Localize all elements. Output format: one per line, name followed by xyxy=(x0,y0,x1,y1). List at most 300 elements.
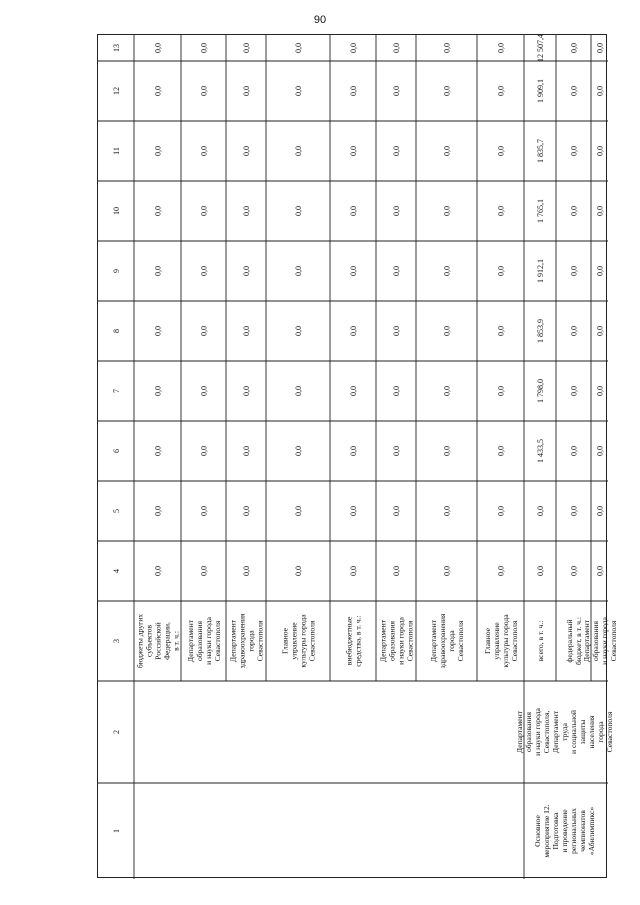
responsible-bodies-line: Департамент xyxy=(551,710,560,754)
cell-value xyxy=(536,139,545,163)
row-label-3 xyxy=(229,613,265,668)
cell-value-line: 0,0 xyxy=(496,206,506,216)
cell-value xyxy=(443,446,452,456)
cell-value-line: 0,0 xyxy=(349,86,358,96)
column-header-8 xyxy=(112,329,121,333)
responsible-bodies-line: и науки города xyxy=(533,708,542,756)
cell-value-line: 0,0 xyxy=(349,43,358,53)
cell-value-line: 0,0 xyxy=(349,386,358,396)
measure-name xyxy=(533,804,596,857)
cell-value-line: 0,0 xyxy=(294,86,303,96)
row-label-8-line: Севастополя xyxy=(510,620,519,662)
responsible-bodies-line: защиты xyxy=(578,719,587,745)
row-label-4-line: Главное xyxy=(280,628,290,654)
cell-value-line: 0,0 xyxy=(242,326,251,336)
cell-value xyxy=(443,566,452,576)
row-label-4-line: культуры города xyxy=(298,614,308,668)
row-label-5 xyxy=(345,615,363,667)
column-header-5 xyxy=(112,509,121,513)
cell-value xyxy=(497,206,506,216)
cell-value xyxy=(570,86,579,96)
cell-value xyxy=(349,326,358,336)
cell-value-line: 1 765,1 xyxy=(536,199,545,223)
measure-name-line: и проведение xyxy=(560,809,569,853)
responsible-bodies-line: города xyxy=(596,721,605,743)
cell-value xyxy=(242,86,251,96)
cell-value-line: 0,0 xyxy=(392,506,401,516)
cell-value xyxy=(242,266,251,276)
cell-value-line: 0,0 xyxy=(496,86,506,96)
cell-value-line: 0,0 xyxy=(595,566,605,576)
row-label-6-line: Департамент xyxy=(378,619,388,663)
responsible-bodies xyxy=(515,707,614,755)
cell-value xyxy=(200,386,209,396)
cell-value xyxy=(154,326,163,336)
cell-value-line: 0,0 xyxy=(595,43,605,53)
cell-value-line: 0,0 xyxy=(242,206,251,216)
cell-value xyxy=(536,506,545,516)
column-header-1-line: 1 xyxy=(112,829,121,833)
cell-value-line: 0,0 xyxy=(199,386,209,396)
cell-value-line: 0,0 xyxy=(153,86,163,96)
cell-value-line: 1 835,7 xyxy=(536,139,545,163)
cell-value-line: 0,0 xyxy=(496,43,506,53)
cell-value-line: 0,0 xyxy=(595,266,605,276)
cell-value xyxy=(570,326,579,336)
cell-value-line: 0,0 xyxy=(199,566,209,576)
cell-value-line: 0,0 xyxy=(153,266,163,276)
cell-value xyxy=(536,79,545,103)
column-header-4-line: 4 xyxy=(112,569,121,573)
column-header-7-line: 7 xyxy=(112,389,121,393)
cell-value xyxy=(242,206,251,216)
cell-value xyxy=(200,266,209,276)
row-label-6 xyxy=(379,616,415,664)
cell-value-line: 0,0 xyxy=(294,446,303,456)
cell-value-line: 0,0 xyxy=(569,86,579,96)
cell-value-line: 0,0 xyxy=(569,386,579,396)
row-label-6-line: Севастополя xyxy=(405,620,415,662)
cell-value xyxy=(570,506,579,516)
responsible-bodies-line: и социальной xyxy=(569,710,578,754)
cell-value-line: 0,0 xyxy=(242,266,251,276)
row-label-9 xyxy=(536,621,545,662)
cell-value xyxy=(596,566,605,576)
cell-value xyxy=(596,446,605,456)
cell-value-line: 0,0 xyxy=(199,266,209,276)
row-label-2-line: и науки города xyxy=(204,617,213,665)
cell-value xyxy=(154,566,163,576)
cell-value-line: 0,0 xyxy=(569,43,579,53)
cell-value xyxy=(596,146,605,156)
cell-value-line: 0,0 xyxy=(392,146,401,156)
row-label-1-line: в т. ч.: xyxy=(171,631,181,651)
cell-value xyxy=(200,206,209,216)
cell-value-line: 0,0 xyxy=(496,386,506,396)
cell-value-line: 0,0 xyxy=(199,446,209,456)
column-header-9 xyxy=(112,269,121,273)
cell-value xyxy=(596,43,605,53)
cell-value xyxy=(596,386,605,396)
cell-value xyxy=(242,326,251,336)
cell-value xyxy=(294,506,303,516)
cell-value xyxy=(570,43,579,53)
cell-value-line: 0,0 xyxy=(536,566,545,576)
cell-value-line: 0,0 xyxy=(569,446,579,456)
cell-value xyxy=(392,206,401,216)
cell-value-line: 1 853,9 xyxy=(536,319,545,343)
row-label-2-line: Севастополя xyxy=(213,620,222,662)
cell-value xyxy=(242,566,251,576)
cell-value xyxy=(443,266,452,276)
cell-value xyxy=(392,386,401,396)
cell-value-line: 0,0 xyxy=(153,566,163,576)
cell-value xyxy=(536,319,545,343)
cell-value-line: 0,0 xyxy=(242,146,251,156)
row-label-8-line: управление xyxy=(492,622,501,660)
cell-value xyxy=(200,446,209,456)
cell-value-line: 0,0 xyxy=(442,43,452,53)
cell-value-line: 0,0 xyxy=(496,266,506,276)
responsible-bodies-line: труда xyxy=(560,723,569,741)
row-label-10 xyxy=(565,617,583,665)
row-label-6-line: образования xyxy=(387,620,397,662)
cell-value-line: 0,0 xyxy=(392,566,401,576)
cell-value xyxy=(392,43,401,53)
cell-value xyxy=(570,266,579,276)
cell-value-line: 0,0 xyxy=(349,146,358,156)
cell-value-line: 0,0 xyxy=(569,566,579,576)
cell-value-line: 0,0 xyxy=(392,446,401,456)
cell-value-line: 0,0 xyxy=(442,206,452,216)
budget-table xyxy=(97,34,618,878)
cell-value xyxy=(497,566,506,576)
cell-value-line: 0,0 xyxy=(595,86,605,96)
cell-value-line: 0,0 xyxy=(294,326,303,336)
column-header-10 xyxy=(112,207,121,215)
row-label-4-line: управление xyxy=(289,622,299,660)
cell-value-line: 0,0 xyxy=(294,386,303,396)
cell-value xyxy=(154,43,163,53)
cell-value xyxy=(536,566,545,576)
cell-value-line: 0,0 xyxy=(392,206,401,216)
cell-value xyxy=(497,446,506,456)
row-label-7 xyxy=(429,613,465,668)
cell-value-line: 0,0 xyxy=(242,86,251,96)
cell-value xyxy=(294,43,303,53)
cell-value xyxy=(497,326,506,336)
cell-value-line: 1 433,5 xyxy=(536,439,545,463)
cell-value-line: 0,0 xyxy=(392,43,401,53)
cell-value xyxy=(294,206,303,216)
row-label-8-line: культуры города xyxy=(501,614,510,668)
row-label-3-line: Севастополя xyxy=(255,620,265,662)
column-header-8-line: 8 xyxy=(112,329,121,333)
cell-value xyxy=(497,266,506,276)
measure-name-line: Подготовка xyxy=(551,812,560,850)
cell-value-line: 0,0 xyxy=(442,566,452,576)
cell-value-line: 0,0 xyxy=(569,266,579,276)
cell-value-line: 0,0 xyxy=(199,86,209,96)
cell-value-line: 1 798,0 xyxy=(536,379,545,403)
row-label-7-line: Департамент xyxy=(429,619,438,663)
cell-value xyxy=(443,206,452,216)
cell-value xyxy=(242,386,251,396)
cell-value xyxy=(200,86,209,96)
cell-value-line: 0,0 xyxy=(442,446,452,456)
row-label-3-line: города xyxy=(246,630,256,652)
row-label-11-line: Департамент xyxy=(582,619,591,663)
cell-value xyxy=(200,506,209,516)
measure-name-line: «Абилимпикс» xyxy=(587,806,596,856)
responsible-bodies-line: Департамент xyxy=(515,710,524,754)
cell-value xyxy=(242,506,251,516)
cell-value xyxy=(392,266,401,276)
cell-value xyxy=(392,566,401,576)
column-header-3 xyxy=(112,639,121,643)
cell-value-line: 0,0 xyxy=(242,43,251,53)
column-header-3-line: 3 xyxy=(112,639,121,643)
cell-value-line: 0,0 xyxy=(294,266,303,276)
row-label-1-line: субъектов xyxy=(144,624,154,658)
column-header-1 xyxy=(112,829,121,833)
page-number: 90 xyxy=(313,14,327,26)
row-label-11-line: и науки города xyxy=(600,617,609,665)
cell-value-line: 0,0 xyxy=(153,386,163,396)
row-label-5-line: средства, в т. ч.: xyxy=(353,615,363,667)
row-label-2-line: образования xyxy=(195,620,204,662)
responsible-bodies-line: образования xyxy=(524,711,533,753)
cell-value xyxy=(443,43,452,53)
row-label-4 xyxy=(281,614,317,668)
row-label-6-line: и науки города xyxy=(396,617,406,665)
cell-value xyxy=(570,146,579,156)
cell-value-line: 0,0 xyxy=(294,43,303,53)
cell-value xyxy=(570,206,579,216)
cell-value xyxy=(443,506,452,516)
cell-value xyxy=(536,34,545,62)
cell-value-line: 0,0 xyxy=(595,326,605,336)
responsible-bodies-line: населения xyxy=(587,715,596,749)
cell-value xyxy=(242,446,251,456)
cell-value-line: 0,0 xyxy=(199,326,209,336)
cell-value-line: 0,0 xyxy=(153,506,163,516)
cell-value xyxy=(536,259,545,283)
cell-value-line: 0,0 xyxy=(595,386,605,396)
cell-value-line: 0,0 xyxy=(595,446,605,456)
cell-value-line: 0,0 xyxy=(294,566,303,576)
row-label-9-line: всего, в т. ч.: xyxy=(536,620,545,662)
cell-value xyxy=(497,506,506,516)
measure-name-line: региональных xyxy=(569,808,578,854)
cell-value-line: 0,0 xyxy=(242,566,251,576)
cell-value-line: 0,0 xyxy=(496,506,506,516)
cell-value-line: 0,0 xyxy=(153,146,163,156)
cell-value-line: 0,0 xyxy=(242,446,251,456)
cell-value xyxy=(349,566,358,576)
column-header-12 xyxy=(112,87,121,95)
row-label-5-line: внебюджетные xyxy=(344,616,354,666)
row-label-4-line: Севастополя xyxy=(307,620,317,662)
cell-value xyxy=(497,86,506,96)
cell-value xyxy=(392,326,401,336)
row-label-11 xyxy=(582,616,618,664)
cell-value xyxy=(443,146,452,156)
measure-name-line: чемпионатов xyxy=(578,810,587,852)
cell-value-line: 0,0 xyxy=(153,43,163,53)
row-label-7-line: Севастополя xyxy=(456,620,465,662)
cell-value-line: 0,0 xyxy=(392,266,401,276)
cell-value-line: 12 507,4 xyxy=(536,34,545,62)
cell-value-line: 0,0 xyxy=(349,446,358,456)
cell-value-line: 0,0 xyxy=(242,506,251,516)
cell-value-line: 0,0 xyxy=(442,86,452,96)
row-label-3-line: здравоохранения xyxy=(237,613,247,669)
cell-value-line: 0,0 xyxy=(153,326,163,336)
cell-value xyxy=(443,386,452,396)
responsible-bodies-line: Севастополя, xyxy=(542,710,551,754)
cell-value-line: 0,0 xyxy=(294,506,303,516)
row-label-1-line: Федерации, xyxy=(162,622,172,660)
cell-value xyxy=(443,86,452,96)
column-header-11-line: 11 xyxy=(112,147,121,155)
cell-value xyxy=(596,86,605,96)
row-label-1-line: бюджеты других xyxy=(135,613,145,669)
cell-value-line: 0,0 xyxy=(569,206,579,216)
cell-value xyxy=(392,506,401,516)
column-header-13-line: 13 xyxy=(112,44,121,52)
measure-name-line: Основное xyxy=(533,815,542,847)
cell-value xyxy=(154,146,163,156)
cell-value xyxy=(349,43,358,53)
cell-value-line: 0,0 xyxy=(442,266,452,276)
cell-value xyxy=(349,146,358,156)
column-header-2-line: 2 xyxy=(112,730,121,734)
cell-value xyxy=(154,206,163,216)
cell-value-line: 0,0 xyxy=(294,206,303,216)
column-header-2 xyxy=(112,730,121,734)
cell-value xyxy=(294,86,303,96)
column-header-11 xyxy=(112,147,121,155)
row-label-1-line: Российской xyxy=(153,622,163,660)
cell-value-line: 0,0 xyxy=(496,146,506,156)
cell-value-line: 0,0 xyxy=(536,506,545,516)
cell-value-line: 0,0 xyxy=(199,206,209,216)
cell-value xyxy=(536,199,545,223)
cell-value-line: 0,0 xyxy=(392,86,401,96)
column-header-5-line: 5 xyxy=(112,509,121,513)
row-label-10-line: бюджет, в т. ч.: xyxy=(574,617,583,665)
cell-value-line: 0,0 xyxy=(153,446,163,456)
cell-value-line: 0,0 xyxy=(294,146,303,156)
cell-value xyxy=(536,379,545,403)
cell-value xyxy=(570,446,579,456)
cell-value-line: 0,0 xyxy=(442,326,452,336)
cell-value xyxy=(392,146,401,156)
row-label-2 xyxy=(186,616,222,664)
column-header-6 xyxy=(112,449,121,453)
cell-value xyxy=(349,506,358,516)
cell-value xyxy=(596,506,605,516)
cell-value-line: 0,0 xyxy=(349,206,358,216)
cell-value-line: 0,0 xyxy=(442,506,452,516)
cell-value-line: 0,0 xyxy=(496,326,506,336)
cell-value xyxy=(242,146,251,156)
column-header-9-line: 9 xyxy=(112,269,121,273)
cell-value xyxy=(154,506,163,516)
cell-value-line: 0,0 xyxy=(199,146,209,156)
cell-value-line: 0,0 xyxy=(569,326,579,336)
row-label-2-line: Департамент xyxy=(186,619,195,663)
cell-value xyxy=(536,439,545,463)
budget-table-grid xyxy=(98,34,618,879)
cell-value-line: 1 912,1 xyxy=(536,259,545,283)
row-label-7-line: города xyxy=(447,630,456,652)
cell-value xyxy=(200,566,209,576)
cell-value-line: 0,0 xyxy=(349,566,358,576)
cell-value xyxy=(349,206,358,216)
row-label-7-line: здравоохранения xyxy=(438,613,447,669)
cell-value xyxy=(349,266,358,276)
cell-value-line: 0,0 xyxy=(349,326,358,336)
cell-value xyxy=(570,386,579,396)
cell-value-line: 0,0 xyxy=(442,386,452,396)
cell-value xyxy=(154,446,163,456)
cell-value-line: 0,0 xyxy=(349,266,358,276)
column-header-12-line: 12 xyxy=(112,87,121,95)
column-header-4 xyxy=(112,569,121,573)
row-label-11-line: Севастополя xyxy=(609,620,618,662)
cell-value-line: 0,0 xyxy=(595,146,605,156)
row-label-11-line: образования xyxy=(591,620,600,662)
cell-value xyxy=(349,386,358,396)
cell-value xyxy=(596,326,605,336)
cell-value xyxy=(294,566,303,576)
cell-value xyxy=(154,386,163,396)
row-label-3-line: Департамент xyxy=(228,619,238,663)
cell-value-line: 0,0 xyxy=(392,386,401,396)
cell-value-line: 0,0 xyxy=(496,446,506,456)
cell-value-line: 0,0 xyxy=(199,506,209,516)
cell-value xyxy=(294,146,303,156)
cell-value-line: 0,0 xyxy=(349,506,358,516)
cell-value xyxy=(497,386,506,396)
cell-value-line: 0,0 xyxy=(595,206,605,216)
cell-value xyxy=(349,446,358,456)
cell-value-line: 0,0 xyxy=(496,566,506,576)
cell-value-line: 0,0 xyxy=(569,146,579,156)
row-label-8 xyxy=(483,614,519,668)
cell-value xyxy=(497,146,506,156)
cell-value-line: 0,0 xyxy=(595,506,605,516)
cell-value-line: 0,0 xyxy=(242,386,251,396)
column-header-10-line: 10 xyxy=(112,207,121,215)
responsible-bodies-line: Севастополя xyxy=(605,711,614,753)
cell-value xyxy=(392,446,401,456)
column-header-13 xyxy=(112,44,121,52)
cell-value xyxy=(294,326,303,336)
cell-value xyxy=(443,326,452,336)
cell-value xyxy=(200,326,209,336)
cell-value xyxy=(392,86,401,96)
cell-value xyxy=(200,146,209,156)
cell-value-line: 0,0 xyxy=(392,326,401,336)
cell-value-line: 0,0 xyxy=(442,146,452,156)
cell-value xyxy=(349,86,358,96)
cell-value xyxy=(294,386,303,396)
cell-value xyxy=(294,446,303,456)
measure-name-line: мероприятие 12. xyxy=(542,804,551,858)
